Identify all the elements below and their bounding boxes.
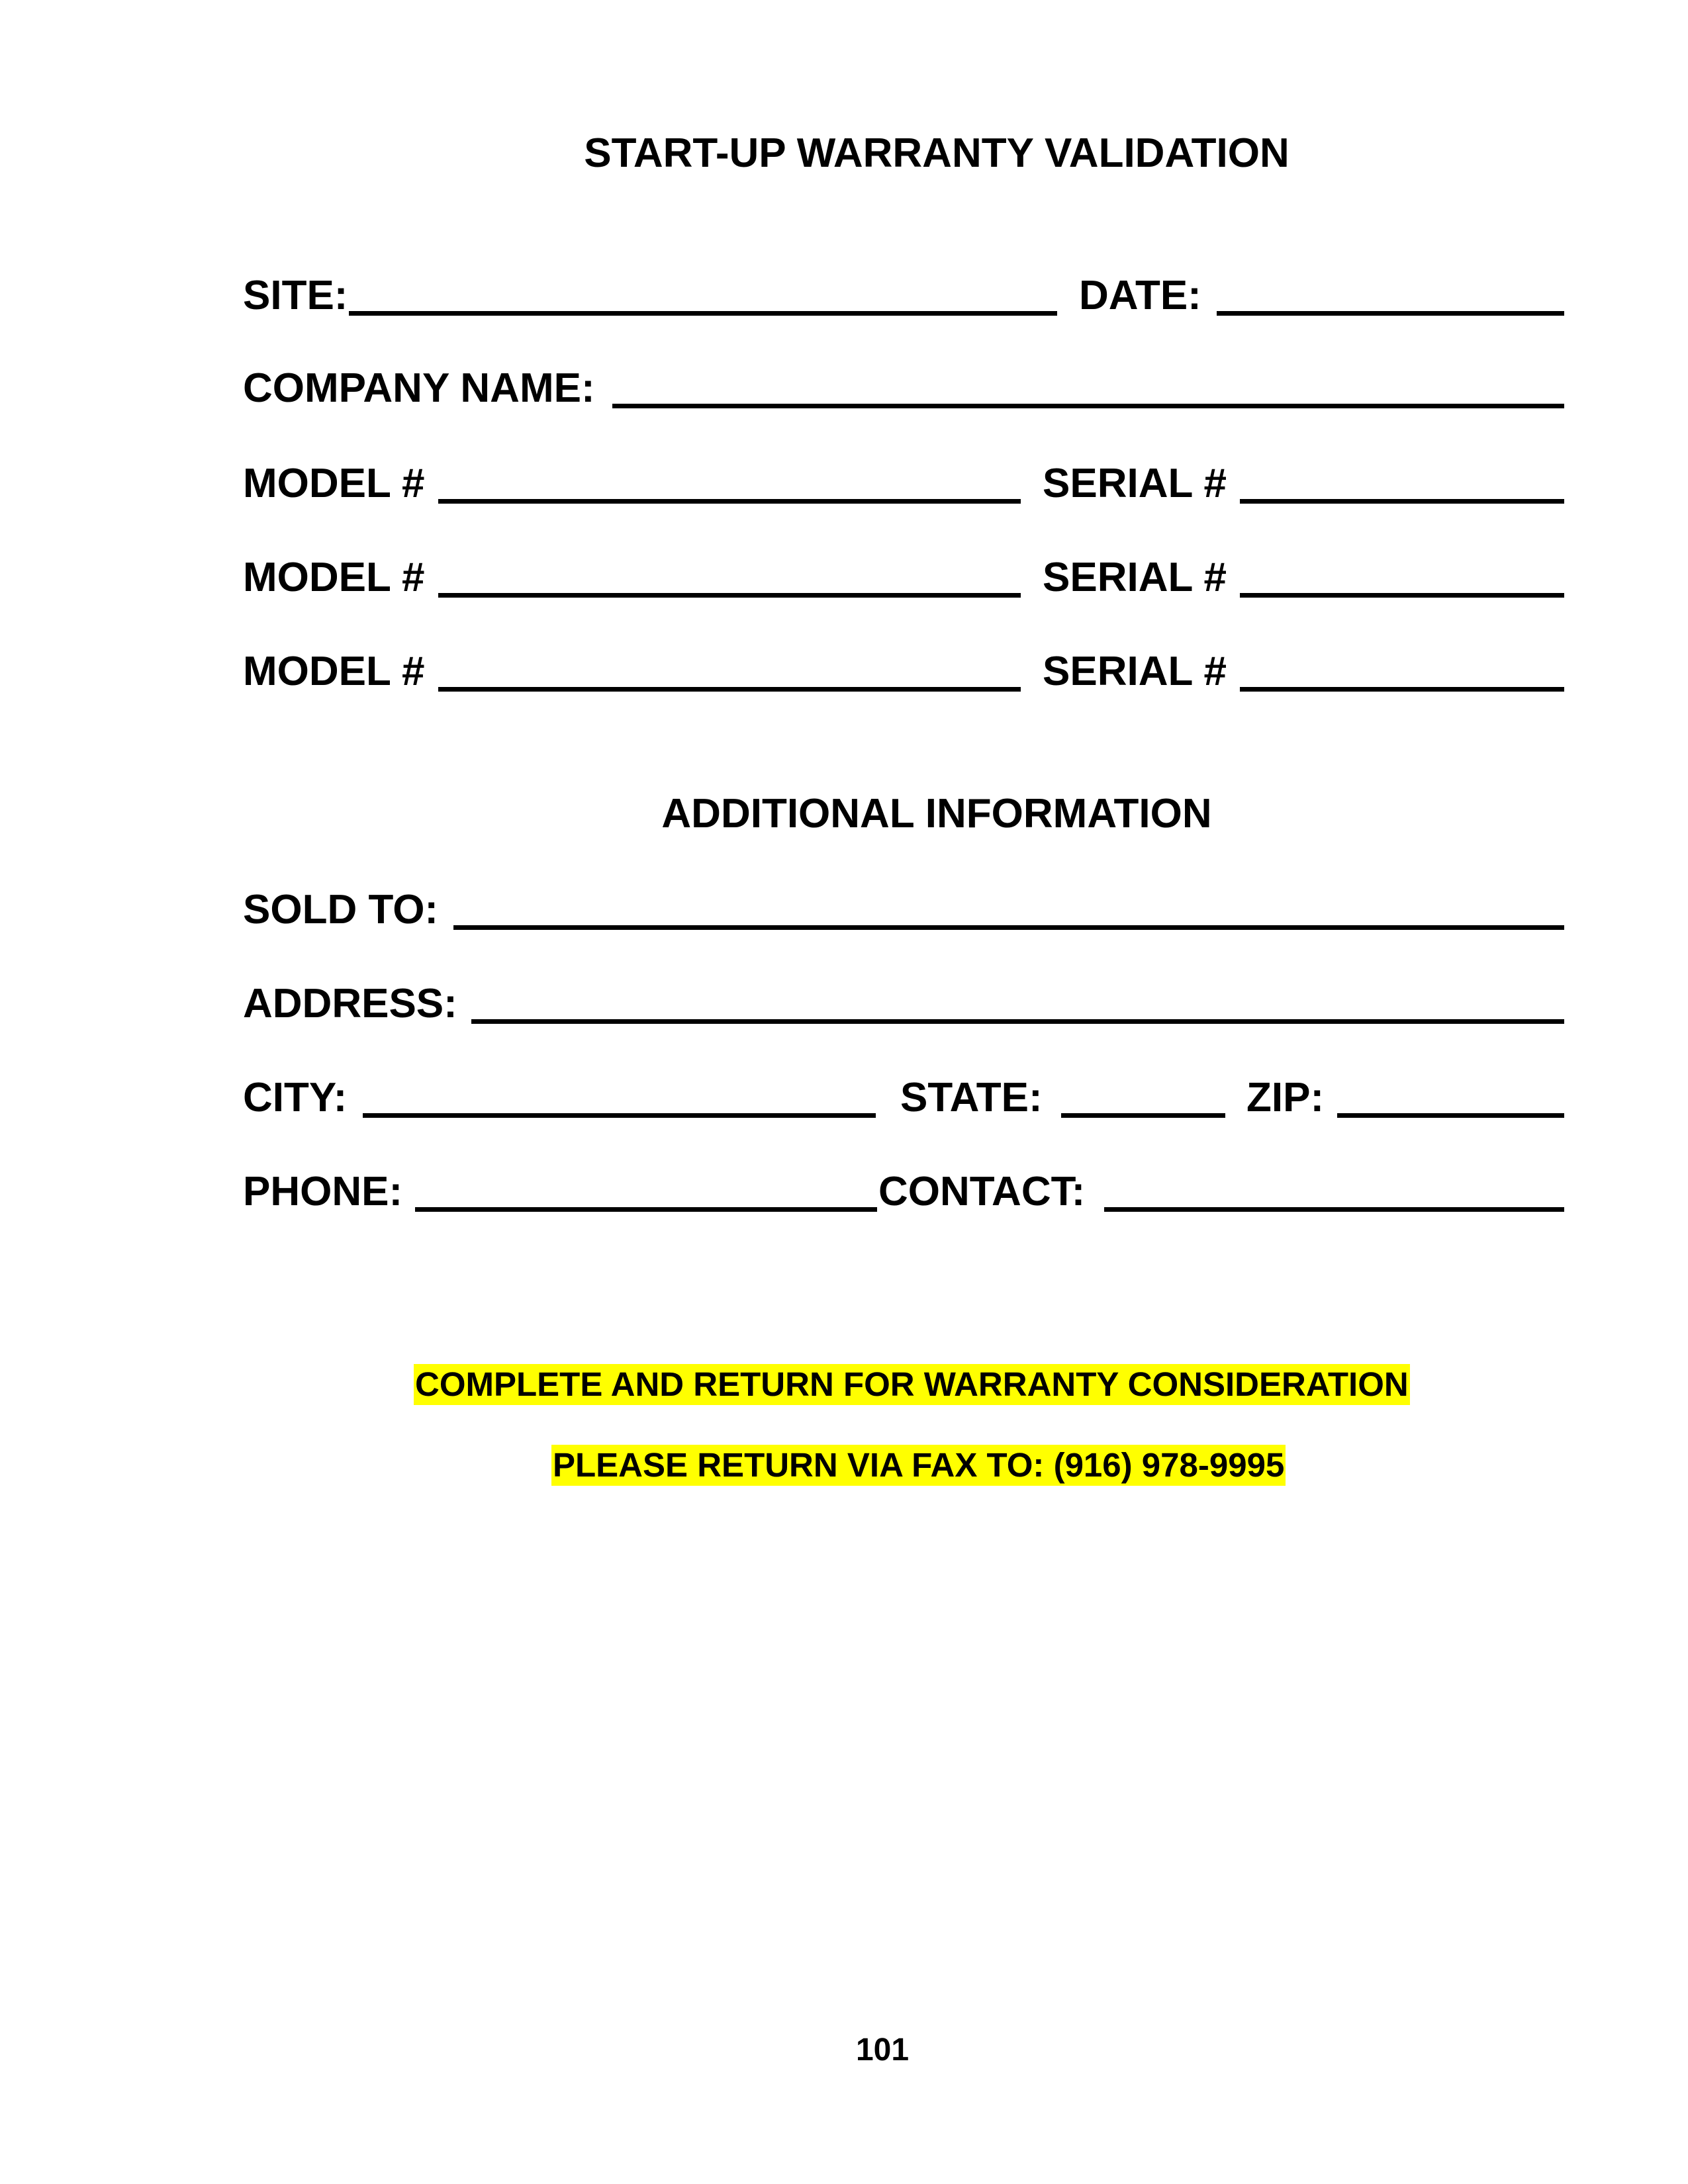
- sold-to-label: SOLD TO:: [243, 887, 439, 933]
- zip-field[interactable]: [1337, 1113, 1564, 1118]
- address-label: ADDRESS:: [243, 981, 457, 1026]
- phone-field[interactable]: [415, 1207, 877, 1212]
- city-field[interactable]: [363, 1113, 876, 1118]
- serial-field[interactable]: [1240, 593, 1564, 598]
- date-field[interactable]: [1217, 311, 1564, 316]
- serial-label: SERIAL #: [1043, 461, 1227, 506]
- phone-label: PHONE:: [243, 1169, 403, 1214]
- sold-to-field[interactable]: [453, 925, 1564, 930]
- fax-note: PLEASE RETURN VIA FAX TO: (916) 978-9995: [551, 1445, 1286, 1486]
- model-field[interactable]: [438, 687, 1021, 692]
- page-title: START-UP WARRANTY VALIDATION: [584, 130, 1289, 176]
- serial-field[interactable]: [1240, 499, 1564, 504]
- complete-return-note: COMPLETE AND RETURN FOR WARRANTY CONSIDERATION: [414, 1364, 1410, 1405]
- date-label: DATE:: [1079, 273, 1201, 318]
- city-label: CITY:: [243, 1075, 348, 1120]
- company-name-field[interactable]: [612, 404, 1564, 408]
- serial-label: SERIAL #: [1043, 649, 1227, 694]
- serial-field[interactable]: [1240, 687, 1564, 692]
- model-field[interactable]: [438, 499, 1021, 504]
- model-label: MODEL #: [243, 461, 425, 506]
- address-field[interactable]: [471, 1019, 1564, 1024]
- state-label: STATE:: [900, 1075, 1043, 1120]
- contact-label: CONTACT:: [878, 1169, 1086, 1214]
- model-label: MODEL #: [243, 555, 425, 600]
- site-label: SITE:: [243, 273, 348, 318]
- zip-label: ZIP:: [1246, 1075, 1325, 1120]
- model-field[interactable]: [438, 593, 1021, 598]
- serial-label: SERIAL #: [1043, 555, 1227, 600]
- contact-field[interactable]: [1104, 1207, 1564, 1212]
- site-field[interactable]: [349, 311, 1057, 316]
- company-name-label: COMPANY NAME:: [243, 365, 595, 411]
- state-field[interactable]: [1061, 1113, 1225, 1118]
- model-label: MODEL #: [243, 649, 425, 694]
- page-number: 101: [855, 2032, 910, 2068]
- section-heading: ADDITIONAL INFORMATION: [661, 791, 1212, 837]
